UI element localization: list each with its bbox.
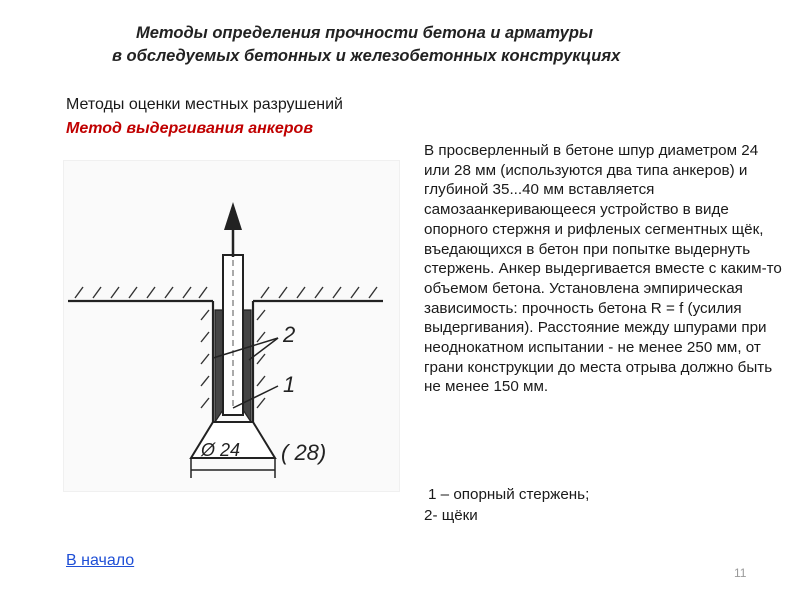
- dimension-24: Ø 24: [201, 440, 241, 460]
- pull-arrow-icon: [224, 202, 242, 230]
- method-description: В просверленный в бетоне шпур диаметром 24 или 28 мм (используются два типа анкеров) и глубиной 35...40 мм вставляется самозаанкеривающееся устройство в виде опорного стержня и рифленых сегментных щёк, въедающихся в бетон при попытке выдернуть стержень. Анкер выдергивается вместе с каким-то объемом бетона. Установлена эмпирическая зависимость: прочность бетона R = f (усилия выдергивания). Расстояние между шпурами при неоднокатном испытании - не менее 250 мм, от грани конструкции до места отрыва должно быть не менее 150 мм.: [424, 142, 782, 396]
- method-heading: Метод выдергивания анкеров: [66, 120, 313, 137]
- dimension-28: ( 28): [281, 440, 327, 465]
- home-link[interactable]: В начало: [66, 552, 135, 569]
- legend-item-2: 2- щёки: [424, 507, 478, 524]
- title-line-2: в обследуемых бетонных и железобетонных конструкциях: [112, 47, 621, 65]
- label-1: 1: [283, 372, 296, 397]
- page-number: 11: [734, 566, 747, 580]
- title-line-1: Методы определения прочности бетона и арматуры: [136, 24, 594, 42]
- label-2: 2: [283, 322, 296, 347]
- legend-item-1: 1 – опорный стержень;: [428, 486, 590, 503]
- dimension-lines: [191, 458, 275, 478]
- anchor-diagram: [63, 160, 398, 490]
- anchor-drawing: [63, 160, 398, 490]
- section-subtitle: Методы оценки местных разрушений: [66, 96, 343, 113]
